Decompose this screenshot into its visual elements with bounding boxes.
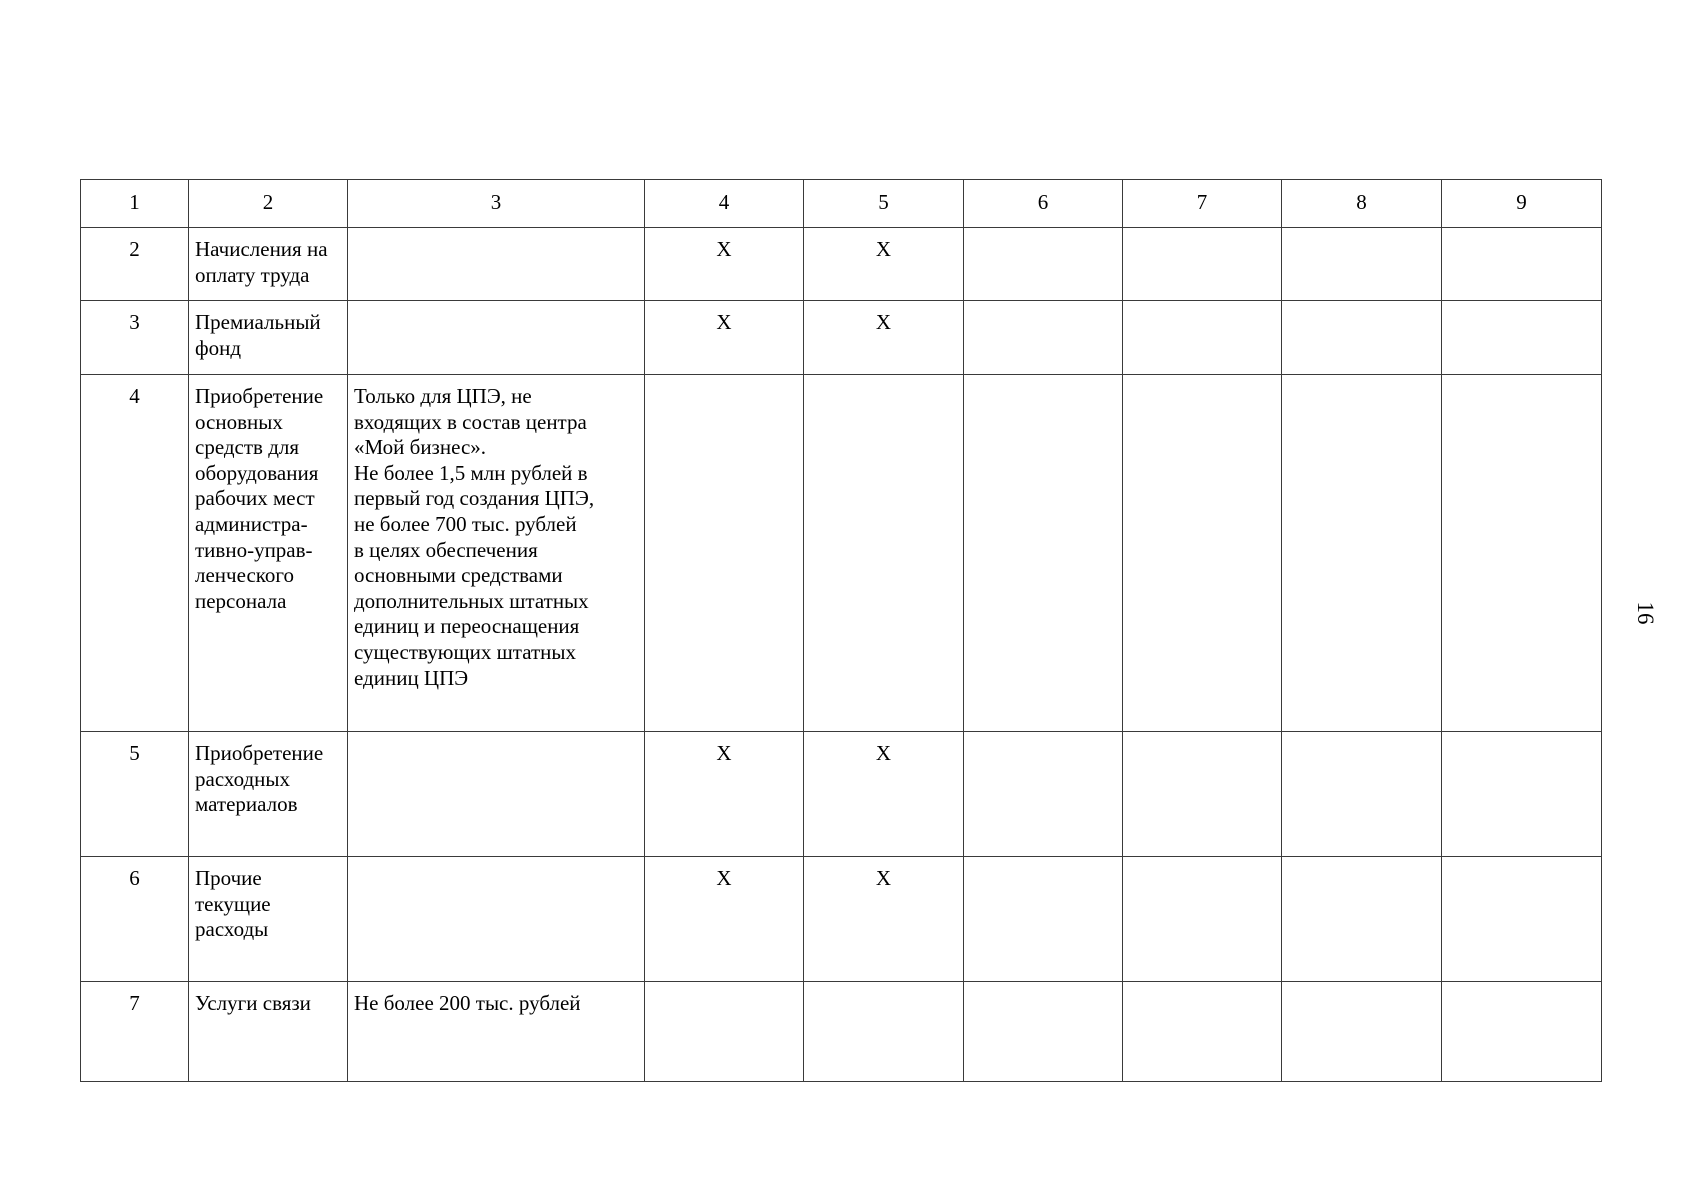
cell-value	[1442, 228, 1601, 237]
table-row	[81, 301, 1602, 375]
col-6-cell	[964, 732, 1123, 857]
expense-name-cell	[189, 982, 348, 1082]
row-number: 5	[129, 741, 140, 765]
col-7-cell	[1123, 982, 1282, 1082]
header-cell-col-5	[804, 180, 964, 228]
expense-name: Прочие текущие расходы	[195, 866, 271, 942]
expense-name-cell	[189, 732, 348, 857]
condition-cell	[348, 732, 645, 857]
col-9-cell	[1442, 228, 1602, 301]
mark-x	[645, 375, 803, 384]
expense-table	[80, 179, 1602, 1082]
mark-x	[645, 982, 803, 991]
col-9-cell	[1442, 375, 1602, 732]
header-cell-col-9	[1442, 180, 1602, 228]
col-8-cell	[1282, 375, 1442, 732]
condition-text: Только для ЦПЭ, не входящих в состав центра «Мой бизнес». Не более 1,5 млн рублей в первый год создания ЦПЭ, не более 700 тыс. рублей в целях обеспечения основными средствами дополнительных штатных единиц и переоснащения существующих штатных единиц ЦПЭ	[354, 384, 595, 690]
col-7-cell	[1123, 375, 1282, 732]
col-4-cell	[645, 375, 804, 732]
condition-cell	[348, 375, 645, 732]
header-cell-col-4	[645, 180, 804, 228]
condition-text: Не более 200 тыс. рублей	[354, 991, 581, 1015]
condition-cell	[348, 301, 645, 375]
cell-value	[1282, 375, 1441, 384]
row-number: 7	[129, 991, 140, 1015]
col-7-cell	[1123, 228, 1282, 301]
cell-value	[1123, 301, 1281, 310]
col-6-cell	[964, 228, 1123, 301]
header-cell-col-8	[1282, 180, 1442, 228]
cell-value	[1442, 732, 1601, 741]
col-6-cell	[964, 375, 1123, 732]
col-8-cell	[1282, 228, 1442, 301]
col-5-cell	[804, 857, 964, 982]
cell-value	[964, 375, 1122, 384]
table-row	[81, 228, 1602, 301]
mark-x: Х	[716, 866, 732, 890]
row-number: 2	[129, 237, 140, 261]
col-5-cell	[804, 375, 964, 732]
expense-name: Начисления на оплату труда	[195, 237, 328, 287]
cell-value	[1123, 375, 1281, 384]
col-4-cell	[645, 228, 804, 301]
col-4-cell	[645, 857, 804, 982]
header-label: 9	[1516, 190, 1527, 214]
col-4-cell	[645, 982, 804, 1082]
header-label: 5	[878, 190, 889, 214]
header-label: 4	[718, 190, 730, 214]
col-8-cell	[1282, 982, 1442, 1082]
mark-x: Х	[875, 310, 892, 334]
cell-value	[1282, 732, 1441, 741]
cell-value	[1282, 301, 1441, 310]
col-8-cell	[1282, 301, 1442, 375]
cell-value	[1123, 857, 1281, 866]
col-6-cell	[964, 301, 1123, 375]
row-number-cell	[81, 301, 189, 375]
header-cell-col-3	[348, 180, 645, 228]
cell-value	[1282, 857, 1441, 866]
row-number: 6	[129, 866, 140, 890]
cell-value	[1123, 228, 1281, 237]
cell-value	[964, 857, 1122, 866]
col-6-cell	[964, 982, 1123, 1082]
table-row	[81, 982, 1602, 1082]
col-4-cell	[645, 732, 804, 857]
col-9-cell	[1442, 732, 1602, 857]
mark-x: Х	[716, 237, 732, 261]
col-5-cell	[804, 301, 964, 375]
expense-name-cell	[189, 375, 348, 732]
mark-x	[804, 982, 963, 991]
col-9-cell	[1442, 301, 1602, 375]
header-cell-col-6	[964, 180, 1123, 228]
cell-value	[1442, 301, 1601, 310]
table-row	[81, 375, 1602, 732]
row-number-cell	[81, 982, 189, 1082]
header-label: 1	[129, 190, 140, 214]
row-number-cell	[81, 375, 189, 732]
col-5-cell	[804, 228, 964, 301]
col-5-cell	[804, 732, 964, 857]
header-label: 6	[1037, 190, 1049, 214]
col-4-cell	[645, 301, 804, 375]
col-9-cell	[1442, 857, 1602, 982]
cell-value	[1123, 982, 1281, 991]
expense-name: Приобретение основных средств для оборудования рабочих мест администра- тивно-управ- ленческого персонала	[195, 384, 324, 613]
col-6-cell	[964, 857, 1123, 982]
mark-x: Х	[875, 237, 892, 261]
header-label: 7	[1196, 190, 1208, 214]
expense-name-cell	[189, 857, 348, 982]
condition-cell	[348, 857, 645, 982]
row-number-cell	[81, 732, 189, 857]
col-7-cell	[1123, 732, 1282, 857]
table-row	[81, 732, 1602, 857]
cell-value	[964, 301, 1122, 310]
condition-text	[348, 857, 644, 866]
header-label: 3	[490, 190, 502, 214]
row-number-cell	[81, 228, 189, 301]
row-number: 3	[129, 310, 140, 334]
col-9-cell	[1442, 982, 1602, 1082]
expense-name-cell	[189, 228, 348, 301]
col-7-cell	[1123, 301, 1282, 375]
mark-x: Х	[716, 310, 732, 334]
mark-x	[804, 375, 963, 384]
cell-value	[964, 982, 1122, 991]
condition-text	[348, 301, 644, 310]
cell-value	[1282, 228, 1441, 237]
table-row	[81, 857, 1602, 982]
cell-value	[1442, 982, 1601, 991]
mark-x: Х	[875, 741, 892, 765]
condition-text	[348, 732, 644, 741]
col-7-cell	[1123, 857, 1282, 982]
table-header-row	[81, 180, 1602, 228]
cell-value	[1123, 732, 1281, 741]
col-5-cell	[804, 982, 964, 1082]
expense-name: Услуги связи	[195, 991, 311, 1015]
header-label: 2	[262, 190, 274, 214]
expense-name-cell	[189, 301, 348, 375]
cell-value	[1442, 375, 1601, 384]
cell-value	[964, 228, 1122, 237]
mark-x: Х	[875, 866, 892, 890]
header-cell-col-2	[189, 180, 348, 228]
header-cell-col-1	[81, 180, 189, 228]
col-8-cell	[1282, 732, 1442, 857]
condition-cell	[348, 228, 645, 301]
header-label: 8	[1356, 190, 1367, 214]
condition-text	[348, 228, 644, 237]
page-number: 16	[1633, 601, 1658, 625]
header-cell-col-7	[1123, 180, 1282, 228]
condition-cell	[348, 982, 645, 1082]
mark-x: Х	[716, 741, 732, 765]
row-number: 4	[129, 384, 140, 408]
cell-value	[1282, 982, 1441, 991]
cell-value	[964, 732, 1122, 741]
cell-value	[1442, 857, 1601, 866]
expense-name: Приобретение расходных материалов	[195, 741, 324, 817]
col-8-cell	[1282, 857, 1442, 982]
row-number-cell	[81, 857, 189, 982]
expense-name: Премиальный фонд	[195, 310, 321, 360]
